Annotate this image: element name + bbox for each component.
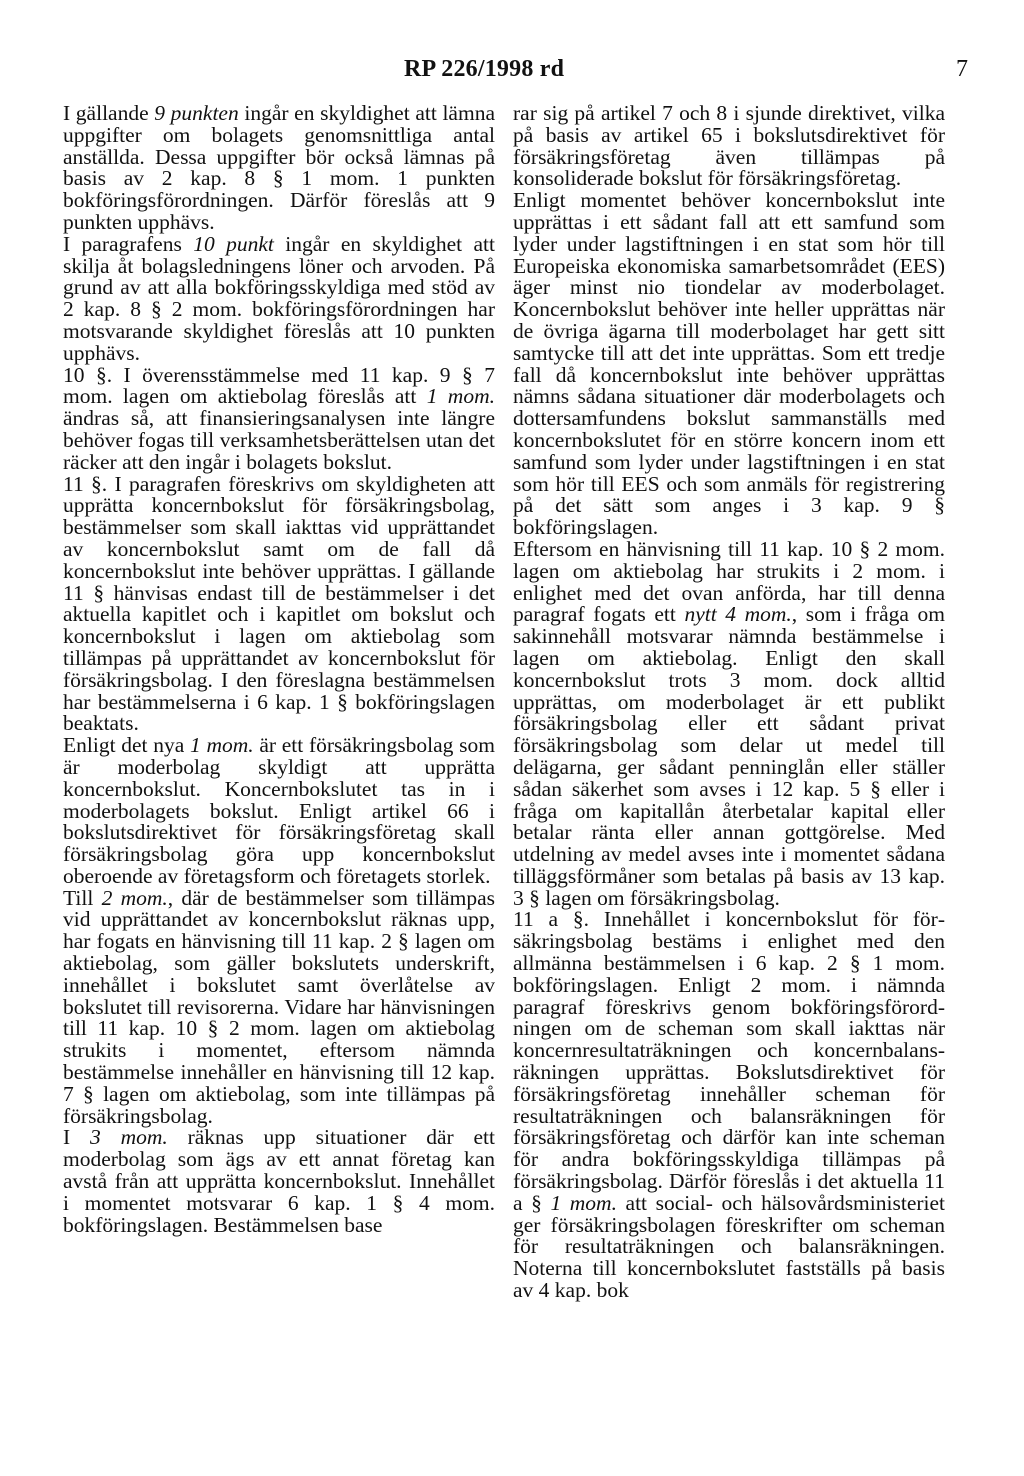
text-run: Enligt momentet behöver koncernbokslut inte upprättas i ett sådant fall att ett samfund som lyder under lagstiftningen i en stat som hör till Europeiska ekonomiska samarbetsområdet (EES) äger minst nio tiondelar av moderbolaget. Koncernbokslut behöver inte heller upprättas när de övriga ägarna till moderbolaget har gett sitt samtycke till att det inte upprättas. Som ett tredje fall då koncernbokslut inte behöver upprättas nämns sådana situationer där moderbolagets och dottersamfundens bokslut sammanställs med koncernbokslutet för en större koncern inom ett samfund som lyder under lagstiftningen i en stat som hör till EES och som anmäls för registrering på det sätt som anges i 3 kap. 9 § bokföringslagen. [513,188,945,540]
text-run: rar sig på artikel 7 och 8 i sjunde direktivet, vilka på basis av artikel 65 i bokslutsdirektivet för försäkringsföretag även tillämpas på konsoliderade bokslut för försäkringsföretag. [513,103,945,191]
page-header [0,56,1024,90]
text-run: I gällande [63,103,155,125]
document-identifier: RP 226/1998 rd [404,56,565,82]
text-run: är ett försäkringsbolag som är moderbolag skyldigt att upprätta koncernbokslut. Koncernbokslutet tas in i moderbolagets bokslut. Enligt artikel 66 i bokslutsdirektivet för försäkringsföretag skall försäkringsbolag göra upp koncernbokslut oberoende av företagsform och företagets storlek. [63,733,495,888]
text-run: räknas upp situationer där ett moderbolag som ägs av ett annat företag kan avstå från att upprätta koncernbokslut. Innehållet i momentet motsvarar 6 kap. 1 § 4 mom. bokföringslagen. Bestämmelsen base [63,1125,495,1237]
text-run: ändras så, att finansieringsanalysen inte längre behöver fogas till verksamhetsberättelsen utan det räcker att den ingår i bolagets bokslut. [63,406,495,474]
text-run: ingår en skyldighet att skilja åt bolagsledningens löner och arvoden. På grund av att alla bokföringsskyldiga med stöd av 2 kap. 8 § 2 mom. bokföringsförordningen har motsvarande skyldighet föreslås att 10 punkten upphävs. [63,231,495,365]
italic-reference: 3 mom. [90,1125,168,1150]
paragraph-p1 [63,103,495,234]
text-run: att social- och hälsovårdsministeriet ger försäkringsbolagen föreskrifter om scheman för resultaträkningen och balansräkningen. Noterna till koncernbokslutet fastställs på basis av 4 kap. bok [513,1190,945,1303]
paragraph-p11 [513,909,945,1301]
text-run: ingår en skyldighet att lämna uppgifter om bolagets genomsnittliga antal anställda. Dessa uppgifter bör också lämnas på basis av 2 kap. 8 § 1 mom. 1 punkten bokföringsförordningen. Därför föreslås att 9 punkten upphävs. [63,103,495,234]
page-number: 7 [956,56,968,82]
text-run: , som i fråga om sakinnehåll motsvarar nämnda bestämmelse i lagen om aktiebolag. Enligt den skall koncernbokslut trots 3 mom. dock alltid upprättas, om moderbolaget är ett publikt försäkringsbolag eller ett sådant privat försäkringsbolag som delar ut medel till delägarna, ger sådant penninglån eller ställer sådan säkerhet som avses i 12 kap. 5 § eller i fråga om kapitallån återbetalar kapital eller betalar ränta eller annan gottgörelse. Med utdelning av medel avses inte i momentet sådana tilläggsförmåner som betalas på basis av 13 kap. 3 § lagen om försäkringsbolag. [513,602,945,910]
text-run: I [63,1125,90,1150]
italic-reference: 9 punkten [154,103,239,125]
italic-reference: 1 mom. [550,1190,617,1215]
text-run: Eftersom en hänvisning till 11 kap. 10 § 2 mom. lagen om aktiebolag har strukits i 2 mom. i enlighet med det ovan anförda, har till denna paragraf fogats ett [513,536,945,627]
paragraph-p5 [63,735,495,888]
paragraph-p3 [63,362,495,474]
italic-reference: nytt 4 mom. [684,602,792,627]
text-run: 11 §. I paragrafen föreskrivs om skyldigheten att upprätta koncernbokslut för försäkringsbolag, bestämmelser som skall iakttas vid upprättandet av koncernbokslut samt om de fall då koncernbokslut inte behöver upprättas. I gällande 11 § hänvisas endast till de bestämmelser i det aktuella kapitlet och i kapitlet om bokslut och koncernbokslut i lagen om aktiebolag som tillämpas på upprättandet av koncernbokslut för försäkringsbolag. I den föreslagna bestämmelsen har bestämmelserna i 6 kap. 1 § bokföringslagen beaktats. [63,471,495,736]
paragraph-p10 [513,536,945,910]
text-run: Enligt det nya [63,733,190,758]
paragraph-p2 [63,231,495,365]
text-run: I paragrafens [63,231,194,256]
text-run: 11 a §. Innehållet i koncernbokslut för försäkringsbolag bestäms i enlighet med den allmänna bestämmelsen i 6 kap. 2 § 1 mom. bokföringslagen. Enligt 2 mom. i nämnda paragraf föreskrivs genom bokföringsförordningen om de scheman som skall iakttas när koncernresultaträkningen och koncernbalansräkningen upprättas. Bokslutsdirektivet för försäkringsföretag innehåller scheman för resultaträkningen och balansräkningen för försäkringsföretag och därför kan inte scheman för andra bokföringsskyldiga tillämpas på försäkringsbolag. Därför föreslås i det aktuella 11 a § [513,907,945,1215]
paragraph-p6 [63,885,495,1128]
italic-reference: 1 mom. [426,384,495,409]
left-text-column [63,103,495,1393]
italic-reference: 1 mom. [189,733,254,758]
paragraph-p7 [63,1127,495,1236]
text-run: , där de bestämmelser som tillämpas vid upprättandet av koncernbokslut räknas upp, har fogats en hänvisning till 11 kap. 2 § lagen om aktiebolag, som gäller bokslutets underskrift, innehållet i bokslutet samt överlåtelse av bokslutet till revisorerna. Vidare har hänvisningen till 11 kap. 10 § 2 mom. lagen om aktiebolag strukits i momentet, eftersom nämnda bestämmelse innehåller en hänvisning till 12 kap. 7 § lagen om aktiebolag, som inte tillämpas på försäkringsbolag. [63,885,495,1128]
text-run: 10 §. I överensstämmelse med 11 kap. 9 § 7 mom. lagen om aktiebolag föreslås att [63,362,495,409]
right-text-column [513,103,945,1393]
italic-reference: 2 mom. [101,885,168,910]
text-run: Till [63,885,102,910]
italic-reference: 10 punkt [193,231,274,256]
paragraph-p9 [513,190,945,539]
paragraph-p8 [513,103,945,190]
paragraph-p4 [63,471,495,736]
